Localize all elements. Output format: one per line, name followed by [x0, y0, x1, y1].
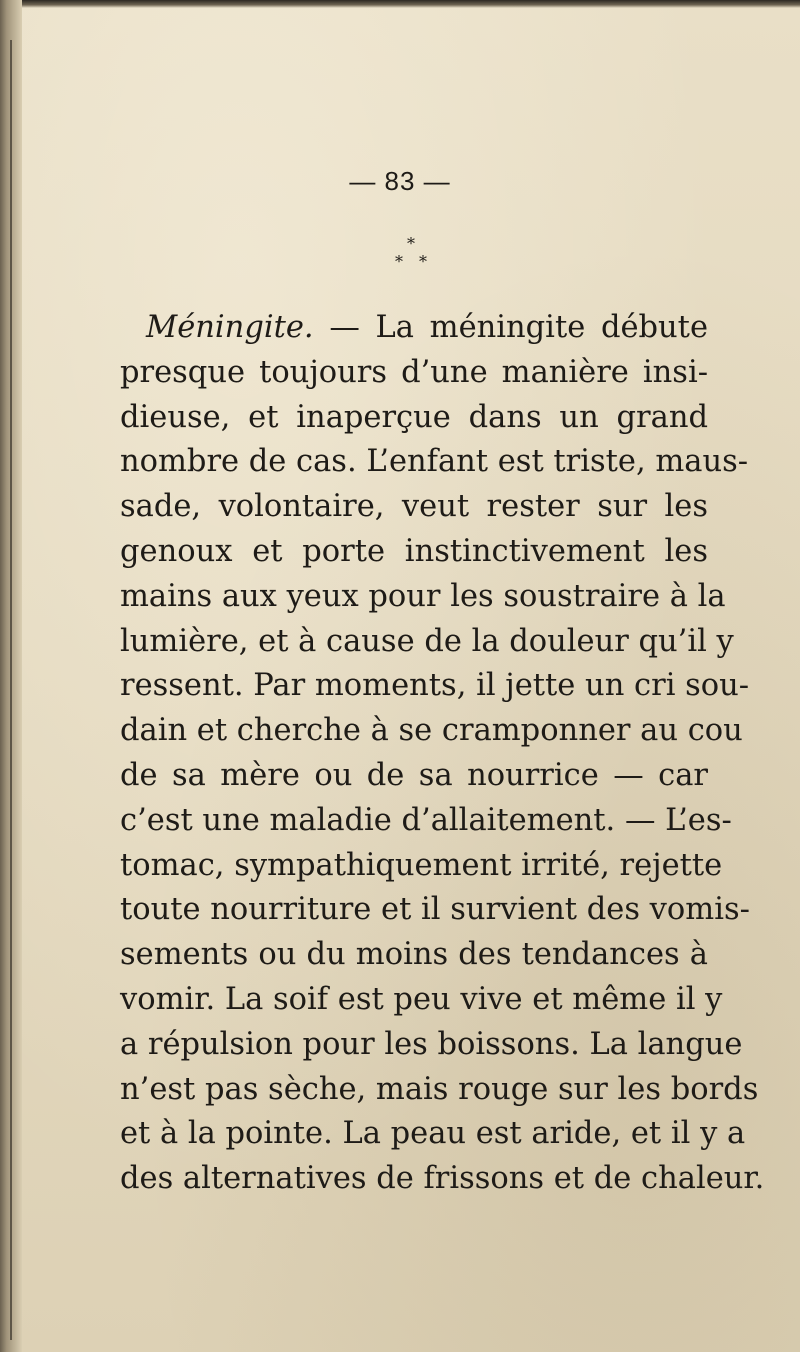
binding-thread [10, 40, 12, 1340]
text-line: vomir. La soif est peu vive et même il y [120, 981, 723, 1017]
run-in-heading: Méningite. [146, 310, 314, 345]
page-top-edge [0, 0, 800, 8]
text-line: tomac, sympathiquement irrité, rejette [120, 847, 723, 883]
text-line: dain et cherche à se cramponner au cou [120, 713, 743, 749]
text-line: dieuse, et inaperçue dans un grand [120, 399, 708, 435]
text-line: lumière, et à cause de la douleur qu’il y [120, 623, 734, 659]
text-line: presque toujours d’une manière insi- [120, 354, 708, 390]
asterism-ornament [390, 236, 440, 276]
text-line: nombre de cas. L’enfant est triste, maus- [120, 444, 749, 480]
page-number: — 83 — [349, 166, 451, 196]
asterism-star-left: * [395, 252, 403, 271]
line-text: — La méningite débute [329, 310, 708, 345]
text-line: ressent. Par moments, il jette un cri sou- [120, 668, 750, 704]
text-line: c’est une maladie d’allaitement. — L’es- [120, 802, 732, 838]
text-line: toute nourriture et il survient des vomis- [120, 892, 750, 928]
asterism-star-top: * [407, 234, 415, 253]
asterism-star-right: * [419, 252, 427, 271]
text-line: et à la pointe. La peau est aride, et il y a [120, 1116, 746, 1152]
text-line: a répulsion pour les boissons. La langue [120, 1026, 743, 1062]
text-line: sements ou du moins des tendances à [120, 937, 708, 973]
text-line: des alternatives de frissons et de chaleur. [120, 1161, 765, 1197]
text-line: de sa mère ou de sa nourrice — car [120, 757, 708, 793]
text-line [120, 306, 708, 351]
body-paragraph [120, 306, 765, 1202]
text-line: mains aux yeux pour les soustraire à la [120, 578, 726, 614]
text-line: genoux et porte instinctivement les [120, 533, 708, 569]
text-line: sade, volontaire, veut rester sur les [120, 489, 708, 525]
text-line: n’est pas sèche, mais rouge sur les bords [120, 1071, 759, 1107]
